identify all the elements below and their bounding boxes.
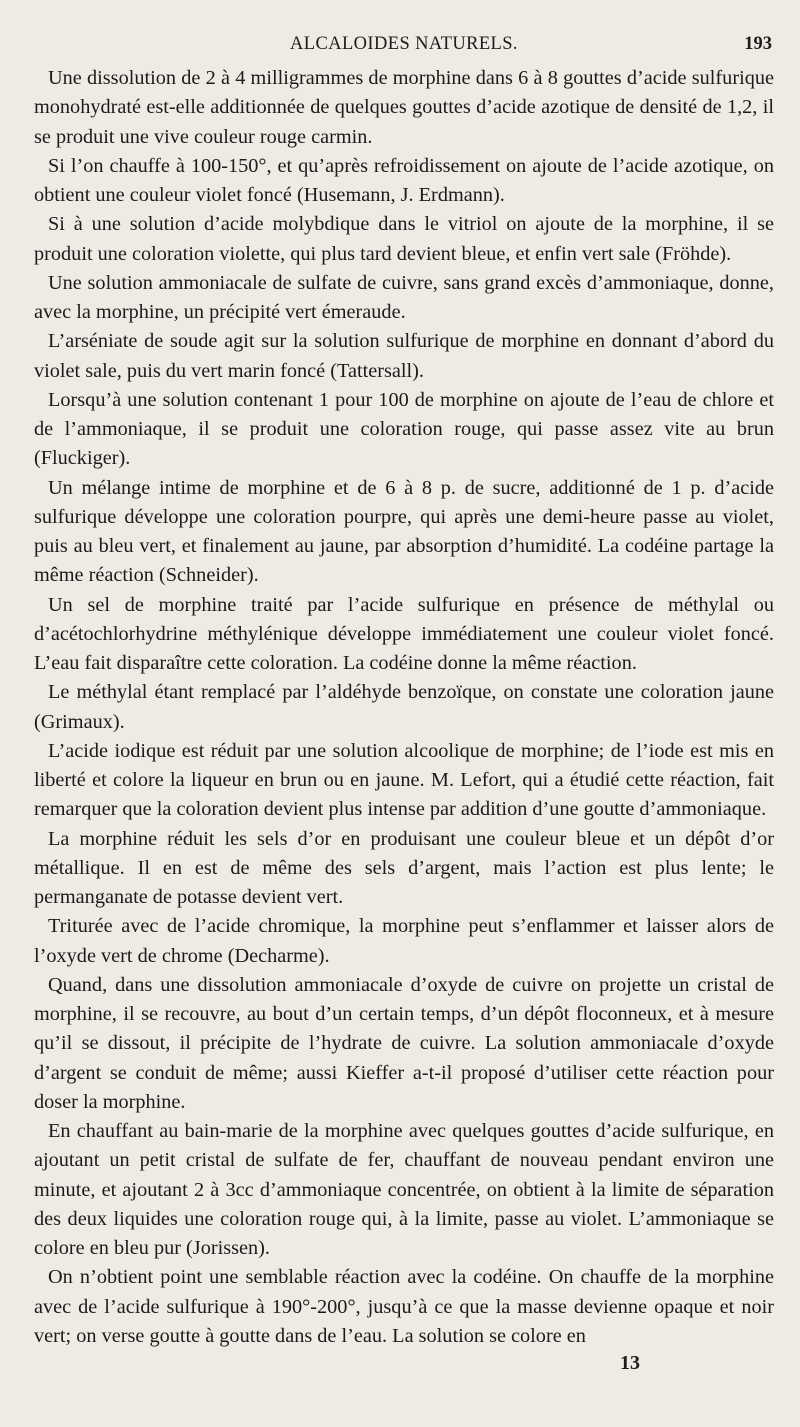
paragraph: Si à une solution d’acide molybdique dans le vitriol on ajoute de la morphine, il se produit une coloration violette, qui plus tard devient bleue, et enfin vert sale (Fröhde).	[34, 213, 774, 265]
page-number: 193	[744, 34, 772, 54]
paragraph: Lorsqu’à une solution contenant 1 pour 100 de morphine on ajoute de l’eau de chlore et de l’ammoniaque, il se produit une coloration rouge, qui passe assez vite au brun (Fluckiger).	[34, 388, 774, 470]
paragraph: Une solution ammoniacale de sulfate de cuivre, sans grand excès d’ammoniaque, donne, avec la morphine, un précipité vert émeraude.	[34, 271, 774, 323]
paragraph: Quand, dans une dissolution ammoniacale d’oxyde de cuivre on projette un cristal de morphine, il se recouvre, au bout d’un certain temps, d’un dépôt floconneux, et à mesure qu’il se dissout, il précipite de l’hydrate de cuivre. La solution ammoniacale d’oxyde d’argent se conduit de même; aussi Kieffer a-t-il proposé d’utiliser cette réaction pour doser la morphine.	[34, 973, 774, 1113]
paragraph: On n’obtient point une semblable réaction avec la codéine. On chauffe de la morphine avec de l’acide sulfurique à 190°-200°, jusqu’à ce que la masse devienne opaque et noir vert; on verse goutte à goutte dans de l’eau. La solution se colore en	[34, 1266, 774, 1347]
paragraph: Triturée avec de l’acide chromique, la morphine peut s’enflammer et laisser alors de l’oxyde vert de chrome (Decharme).	[34, 915, 774, 967]
paragraph: En chauffant au bain-marie de la morphine avec quelques gouttes d’acide sulfurique, en ajoutant un petit cristal de sulfate de fer, chauffant de nouveau pendant environ une minute, et ajoutant 2 à 3cc d’ammoniaque concentrée, on obtient à la limite de séparation des deux liquides une coloration rouge qui, à la limite, passe au violet. L’ammoniaque se colore en bleu pur (Jorissen).	[34, 1120, 774, 1259]
signature-mark: 13	[620, 1352, 640, 1374]
paragraph: L’acide iodique est réduit par une solution alcoolique de morphine; de l’iode est mis en liberté et colore la liqueur en brun ou en jaune. M. Lefort, qui a étudié cette réaction, fait remarquer que la coloration devient plus intense par addition d’une goutte d’ammoniaque.	[34, 739, 774, 821]
paragraph: Un sel de morphine traité par l’acide sulfurique en présence de méthylal ou d’acétochlorhydrine méthylénique développe immédiatement une couleur violet foncé. L’eau fait disparaître cette coloration. La codéine donne la même réaction.	[34, 593, 774, 674]
paragraph: La morphine réduit les sels d’or en produisant une couleur bleue et un dépôt d’or métallique. Il en est de même des sels d’argent, mais l’action est plus lente; le permanganate de potasse devient vert.	[34, 827, 774, 908]
paragraph: Si l’on chauffe à 100-150°, et qu’après refroidissement on ajoute de l’acide azotique, on obtient une couleur violet foncé (Husemann, J. Erdmann).	[34, 154, 774, 206]
running-title: ALCALOIDES NATURELS.	[290, 34, 518, 54]
running-head	[34, 28, 774, 58]
body-text	[34, 64, 774, 1351]
paragraph: Le méthylal étant remplacé par l’aldéhyde benzoïque, on constate une coloration jaune (Grimaux).	[34, 681, 774, 733]
paragraph: Une dissolution de 2 à 4 milligrammes de morphine dans 6 à 8 gouttes d’acide sulfurique monohydraté est-elle additionnée de quelques gouttes d’acide azotique de densité de 1,2, il se produit une vive couleur rouge carmin.	[34, 67, 774, 148]
paragraph: Un mélange intime de morphine et de 6 à 8 p. de sucre, additionné de 1 p. d’acide sulfurique développe une coloration pourpre, qui après une demi-heure passe au violet, puis au bleu vert, et finalement au jaune, par absorption d’humidité. La codéine partage la même réaction (Schneider).	[34, 476, 774, 587]
paragraph: L’arséniate de soude agit sur la solution sulfurique de morphine en donnant d’abord du violet sale, puis du vert marin foncé (Tattersall).	[34, 330, 774, 382]
